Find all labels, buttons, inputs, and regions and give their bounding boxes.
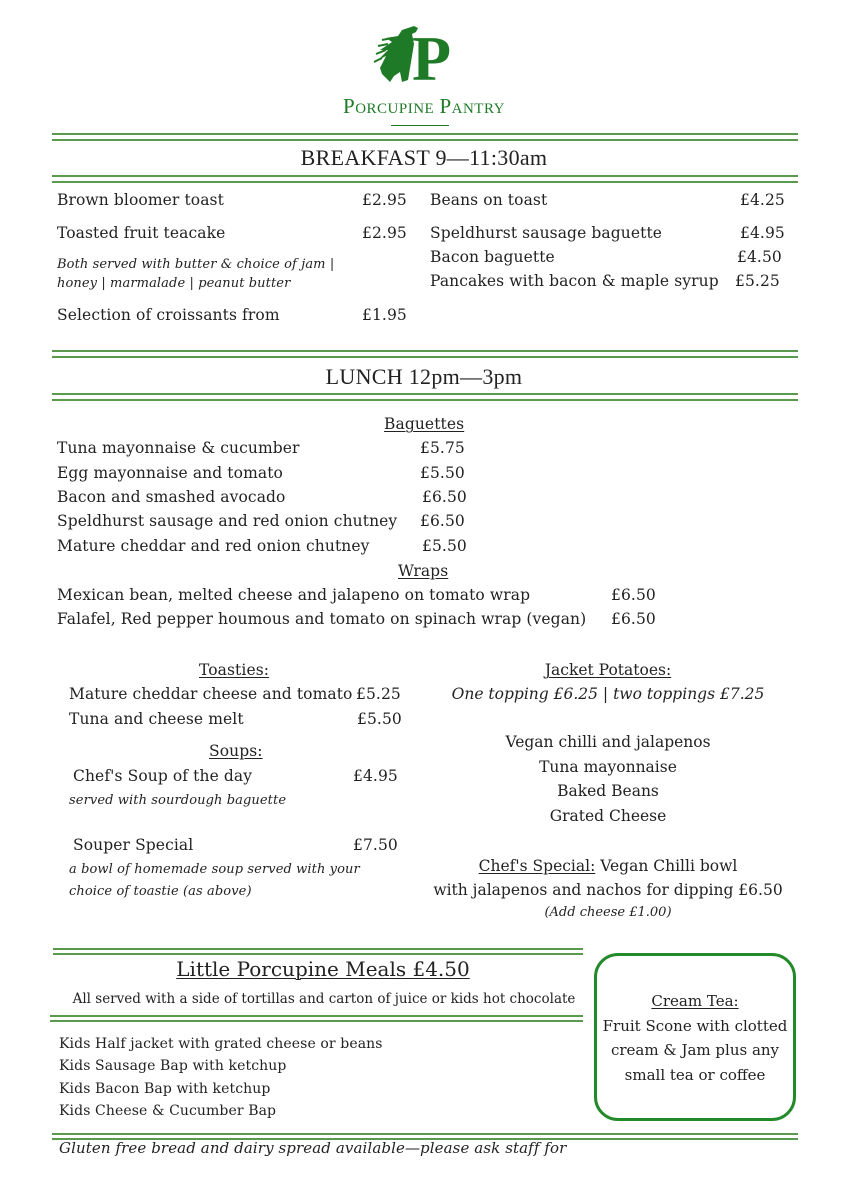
menu-item-price: £6.50 bbox=[422, 488, 467, 506]
kids-item: Kids Cheese & Cucumber Bap bbox=[59, 1103, 277, 1119]
menu-item-name: Brown bloomer toast bbox=[57, 191, 224, 209]
cream-tea-line: small tea or coffee bbox=[624, 1065, 766, 1084]
menu-item-price: £5.50 bbox=[420, 464, 465, 482]
chefs-special-label: Chef's Special: bbox=[478, 857, 596, 875]
menu-item-name: Tuna mayonnaise & cucumber bbox=[57, 439, 300, 457]
divider bbox=[53, 948, 583, 950]
menu-item-price: £2.95 bbox=[362, 191, 407, 209]
menu-item-price: £2.95 bbox=[362, 224, 407, 242]
menu-item-price: £5.25 bbox=[356, 685, 401, 703]
menu-item-name: Toasted fruit teacake bbox=[57, 224, 226, 242]
menu-item-price: £6.50 bbox=[611, 610, 656, 628]
wraps-title: Wraps bbox=[398, 562, 449, 580]
menu-item-name: Egg mayonnaise and tomato bbox=[57, 464, 283, 482]
menu-item-price: £5.50 bbox=[357, 710, 402, 728]
divider bbox=[50, 1020, 583, 1022]
menu-item-name: Mature cheddar and red onion chutney bbox=[57, 537, 370, 555]
menu-item-name: Speldhurst sausage and red onion chutney bbox=[57, 512, 398, 530]
jacket-topping: Vegan chilli and jalapenos bbox=[505, 733, 711, 751]
jacket-topping: Tuna mayonnaise bbox=[539, 757, 677, 776]
menu-item-price: £4.50 bbox=[737, 248, 782, 266]
menu-item-price: £6.50 bbox=[611, 586, 656, 604]
menu-item-price: £1.95 bbox=[362, 306, 407, 324]
soups-title: Soups: bbox=[209, 742, 263, 760]
breakfast-heading: BREAKFAST 9—11:30am bbox=[300, 145, 548, 170]
divider bbox=[52, 181, 798, 183]
cream-tea-box bbox=[594, 953, 796, 1121]
menu-note: Both served with butter & choice of jam | bbox=[57, 257, 335, 272]
chefs-special-line2: with jalapenos and nachos for dipping £6.50 bbox=[433, 881, 783, 899]
menu-item-price: £4.95 bbox=[353, 767, 398, 785]
menu-item-name: Pancakes with bacon & maple syrup bbox=[430, 272, 719, 290]
brand-name-first: Porcupine bbox=[343, 94, 435, 118]
jacket-section bbox=[430, 661, 786, 832]
menu-item-name: Speldhurst sausage baguette bbox=[430, 224, 663, 242]
menu-item-price: £6.50 bbox=[420, 512, 465, 530]
cream-tea-line: cream & Jam plus any bbox=[610, 1041, 780, 1059]
menu-item-name: Falafel, Red pepper houmous and tomato on spinach wrap (vegan) bbox=[57, 610, 587, 628]
menu-note: served with sourdough baguette bbox=[69, 793, 287, 808]
menu-item-name: Souper Special bbox=[73, 836, 194, 854]
divider bbox=[52, 399, 798, 401]
chefs-special bbox=[420, 857, 796, 925]
logo bbox=[372, 22, 464, 88]
kids-heading: Little Porcupine Meals £4.50 bbox=[176, 957, 470, 981]
menu-item-name: Bacon baguette bbox=[430, 248, 555, 266]
brand-name bbox=[0, 94, 848, 119]
menu-item-price: £7.50 bbox=[353, 836, 398, 854]
menu-item-price: £4.25 bbox=[740, 191, 785, 209]
kids-item: Kids Sausage Bap with ketchup bbox=[59, 1058, 287, 1074]
divider bbox=[52, 350, 798, 352]
menu-item-name: Mexican bean, melted cheese and jalapeno on tomato wrap bbox=[57, 586, 531, 604]
divider bbox=[53, 953, 583, 955]
cream-tea-title: Cream Tea: bbox=[651, 992, 739, 1010]
menu-item-name: Selection of croissants from bbox=[57, 306, 280, 324]
chefs-special-addon: (Add cheese £1.00) bbox=[544, 905, 672, 920]
divider bbox=[52, 133, 798, 135]
menu-item-price: £5.75 bbox=[420, 439, 465, 457]
menu-item-name: Bacon and smashed avocado bbox=[57, 488, 286, 506]
brand-name-second: Pantry bbox=[439, 94, 505, 118]
menu-item-price: £4.95 bbox=[740, 224, 785, 242]
kids-item: Kids Bacon Bap with ketchup bbox=[59, 1081, 271, 1097]
menu-item-name: Beans on toast bbox=[430, 191, 548, 209]
menu-item-price: £5.50 bbox=[422, 537, 467, 555]
divider bbox=[52, 393, 798, 395]
porcupine-logo-icon bbox=[372, 22, 464, 88]
logo-underline bbox=[391, 125, 449, 126]
cream-tea-line: Fruit Scone with clotted bbox=[602, 1016, 788, 1035]
lunch-heading: LUNCH 12pm—3pm bbox=[325, 364, 523, 389]
menu-item-name: Mature cheddar cheese and tomato bbox=[69, 685, 353, 703]
footer-note: Gluten free bread and dairy spread available—please ask staff for bbox=[59, 1139, 567, 1157]
jacket-pricing: One topping £6.25 | two toppings £7.25 bbox=[451, 685, 765, 703]
divider bbox=[52, 1133, 798, 1135]
jacket-title: Jacket Potatoes: bbox=[544, 661, 672, 679]
divider bbox=[52, 139, 798, 141]
menu-item-name: Chef's Soup of the day bbox=[73, 767, 253, 785]
jacket-topping: Grated Cheese bbox=[549, 807, 667, 826]
kids-subheading: All served with a side of tortillas and carton of juice or kids hot chocolate bbox=[72, 991, 576, 1007]
menu-item-price: £5.25 bbox=[735, 272, 780, 290]
svg-text:P: P bbox=[412, 23, 452, 88]
jacket-topping: Baked Beans bbox=[557, 782, 659, 801]
baguettes-title: Baguettes bbox=[384, 415, 465, 433]
toasties-title: Toasties: bbox=[199, 661, 270, 679]
kids-item: Kids Half jacket with grated cheese or beans bbox=[59, 1036, 383, 1052]
chefs-special-line1: Vegan Chilli bowl bbox=[595, 857, 738, 875]
divider bbox=[52, 175, 798, 177]
divider bbox=[50, 1015, 583, 1017]
divider bbox=[52, 356, 798, 358]
menu-note: a bowl of homemade soup served with your bbox=[69, 862, 360, 877]
menu-item-name: Tuna and cheese melt bbox=[69, 710, 244, 728]
menu-note: honey | marmalade | peanut butter bbox=[57, 276, 291, 291]
menu-note: choice of toastie (as above) bbox=[69, 884, 252, 899]
